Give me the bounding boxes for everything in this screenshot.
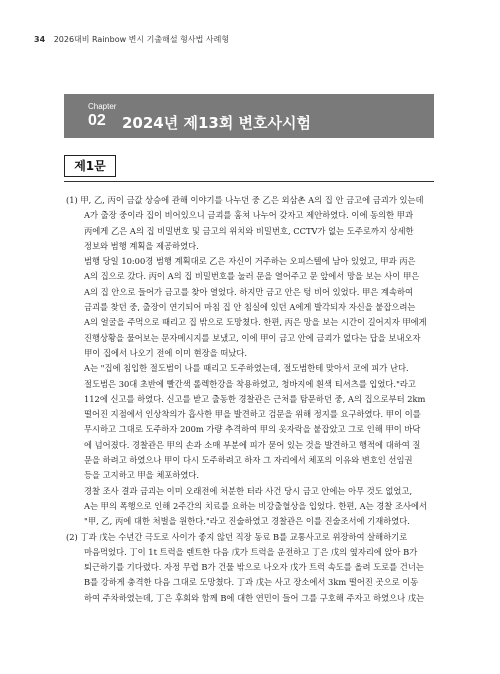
body-line: A의 집으로 갔다. 丙이 A의 집 비밀번호를 눌러 문을 열어주고 문 앞에서 망을 보는 사이 甲은: [84, 271, 420, 282]
body-line: A가 출장 중이라 집이 비어있으니 금괴를 훔쳐 나누어 갖자고 제안하였다. 이에 동의한 甲과: [84, 210, 414, 221]
body-line: (2) 丁과 戊는 수년간 극도로 사이가 좋지 않던 직장 동료 B를 교통사고로 위장하여 살해하기로: [66, 531, 408, 542]
body-line: 절도범은 30대 초반에 빨간색 롤렉한강을 착용하였고, 청바지에 흰색 티셔츠를 입었다."라고: [84, 378, 416, 389]
body-line: 경찰 조사 결과 금괴는 이미 오래전에 처분한 터라 사건 당시 금고 안에는 아무 것도 없었고,: [84, 485, 413, 496]
body-line: 에 넘어졌다. 경찰관은 甲의 손과 소매 부분에 피가 묻어 있는 것을 발견하고 행적에 대하여 질: [84, 439, 421, 450]
running-head: [34, 34, 229, 45]
question-body: [66, 193, 436, 606]
chapter-banner: [64, 94, 434, 138]
body-line: A의 얼굴을 주먹으로 때리고 집 밖으로 도망쳤다. 한편, 丙은 망을 보는 시간이 길어지자 甲에게: [84, 317, 427, 328]
body-line: 丙에게 乙은 A의 집 비밀번호 및 금고의 위치와 비밀번호, CCTV가 없는 도주로까지 상세한: [84, 225, 414, 236]
section-divider: [64, 181, 434, 182]
body-line: 진행상황을 물어보는 문자메시지를 보냈고, 이에 甲이 금고 안에 금괴가 없다는 답을 보내오자: [84, 332, 421, 343]
book-title: 2026대비 Rainbow 변시 기출해설 형사법 사례형: [53, 35, 230, 44]
body-line: "甲, 乙, 丙에 대한 처벌을 원한다."라고 진술하였고 경찰관은 이를 진술조서에 기재하였다.: [84, 516, 410, 527]
question-label: 제1문: [64, 155, 116, 177]
chapter-number: 02: [88, 112, 106, 129]
body-line: A는 甲의 폭행으로 인해 2주간의 치료를 요하는 비강출혈상을 입었다. 한편, A는 경찰 조사에서: [84, 500, 428, 511]
body-line: 마음먹었다. 丁이 1t 트럭을 렌트한 다음 戊가 트럭을 운전하고 丁은 戊의 옆자리에 앉아 B가: [84, 546, 418, 557]
body-line: 등을 고지하고 甲을 체포하였다.: [84, 470, 200, 481]
body-line: 금괴를 찾던 중, 출장이 연기되어 마침 집 안 침실에 있던 A에게 발각되자 자신을 붙잡으려는: [84, 302, 416, 313]
body-line: B를 강하게 충격한 다음 그대로 도망쳤다. 丁과 戊는 사고 장소에서 3km 떨어진 곳으로 이동: [84, 577, 419, 588]
body-line: 무시하고 그대로 도주하자 200m 가량 추격하여 甲의 옷자락을 붙잡았고 그로 인해 甲이 바닥: [84, 424, 421, 435]
chapter-label: Chapter: [88, 102, 117, 111]
body-line: A의 집 안으로 들어가 금고를 찾아 열었다. 하지만 금고 안은 텅 비어 있었다. 甲은 계속하여: [84, 286, 413, 297]
body-line: 정보와 범행 계획을 제공하였다.: [84, 240, 199, 251]
body-line: 범행 당일 10:00경 범행 계획대로 乙은 자신이 거주하는 오피스텔에 남아 있었고, 甲과 丙은: [84, 256, 416, 267]
body-line: 112에 신고를 하였다. 신고를 받고 출동한 경찰관은 근처를 탐문하던 중, A의 집으로부터 2km: [84, 393, 426, 404]
body-line: (1) 甲, 乙, 丙이 금값 상승에 관해 이야기를 나누던 중 乙은 외삼촌 A의 집 안 금고에 금괴가 있는데: [66, 195, 424, 205]
chapter-title: 2024년 제13회 변호사시험: [122, 114, 311, 132]
body-line: 떨어진 지점에서 인상착의가 흡사한 甲을 발견하고 검문을 위해 정지를 요구하였다. 甲이 이를: [84, 409, 421, 420]
body-line: 퇴근하기를 기다렸다. 자정 무렵 B가 건물 밖으로 나오자 戊가 트럭 속도를 올려 도로를 건너는: [84, 562, 424, 573]
body-line: A는 "집에 침입한 절도범이 나를 때리고 도주하였는데, 절도범한테 맞아서 코에 피가 난다.: [84, 363, 409, 374]
body-line: 甲이 집에서 나오기 전에 이미 현장을 떠났다.: [84, 347, 248, 358]
page-number: 34: [34, 35, 46, 44]
body-line: 문을 하려고 하였으나 甲이 다시 도주하려고 하자 그 자리에서 체포의 이유와 변호인 선임권: [84, 455, 413, 466]
body-line: 하여 주차하였는데, 丁은 후회와 함께 B에 대한 연민이 들어 그를 구호해 주자고 하였으나 戊는: [84, 592, 425, 603]
